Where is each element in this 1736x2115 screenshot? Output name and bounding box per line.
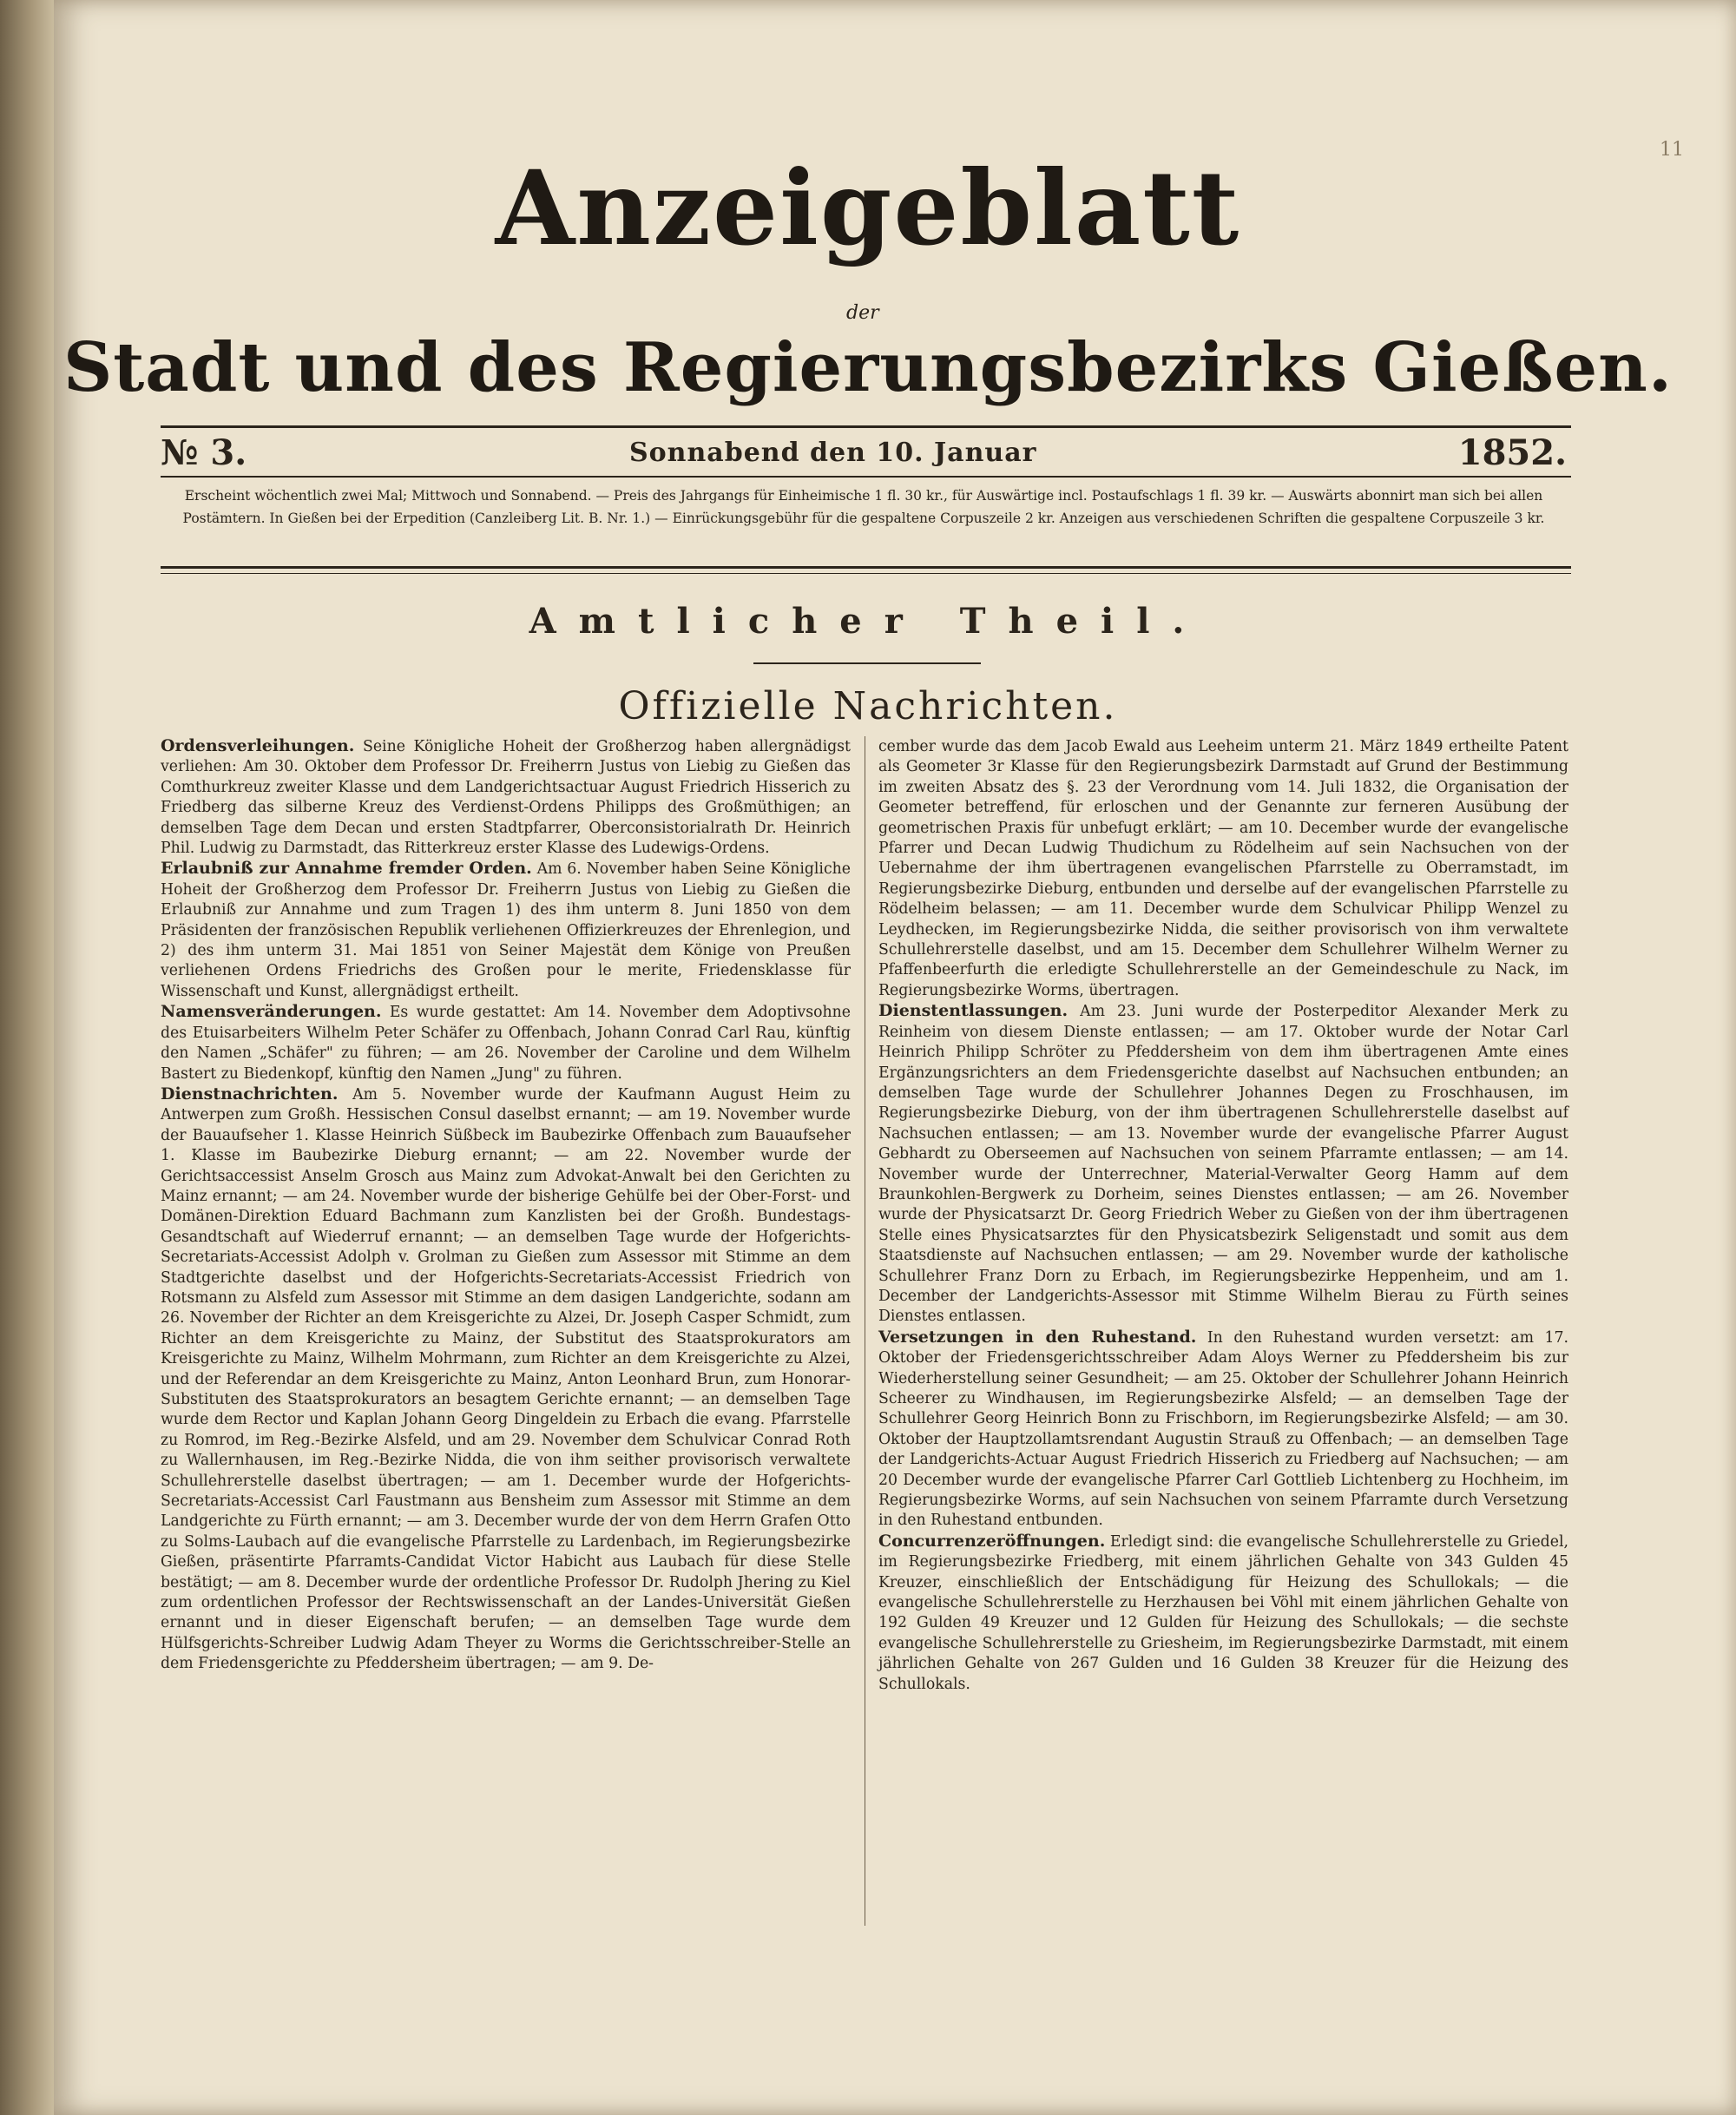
article-heading: Ordensverleihungen.: [161, 736, 355, 755]
article-dismissals: [878, 1001, 1568, 1328]
left-column: [161, 736, 851, 1675]
top-rule: [161, 425, 1571, 428]
article-text: Am 5. November wurde der Kaufmann August Heim zu Antwerpen zum Großh. Hessischen Consul daselbst ernannt; — am 19. November wurde der Bauaufseher 1. Klasse Heinrich Süßbeck im Baubezirke Offenbach zum Bauaufseher 1. Klasse im Baubezirke Dieburg ernannt; — am 22. November wurde der Gerichtsaccessist Anselm Grosch aus Mainz zum Advokat-Anwalt bei den Gerichten zu Mainz ernannt; — am 24. November wurde der bisherige Gehülfe bei der Ober-Forst- und Domänen-Direktion Eduard Bachmann zum Kanzlisten bei der Großh. Bundestags-Gesandtschaft auf Wiederruf ernannt; — an demselben Tage wurde der Hofgerichts-Secretariats-Accessist Adolph v. Grolman zu Gießen zum Assessor mit Stimme an dem Stadtgerichte daselbst und der Hofgerichts-Secretariats-Accessist Friedrich von Rotsmann zu Alsfeld zum Assessor mit Stimme an dem dasigen Landgerichte, sodann am 26. November der Richter an dem Kreisgerichte zu Alzei, Dr. Joseph Casper Schmidt, zum Richter an dem Kreisgerichte zu Mainz, der Substitut des Staatsprokurators am Kreisgerichte zu Mainz, Wilhelm Mohrmann, zum Richter an dem Kreisgerichte zu Alzei, und der Referendar an dem Kreisgerichte zu Mainz, Anton Leonhard Brun, zum Honorar-Substituten des Staatsprokurators an besagtem Gerichte ernannt; — an demselben Tage wurde dem Rector und Kaplan Johann Georg Dingeldein zu Erbach die evang. Pfarrstelle zu Romrod, im Reg.-Bezirke Alsfeld, und am 29. November dem Schulvicar Conrad Roth zu Wallernhausen, im Reg.-Bezirke Nidda, die von ihm seither provisorisch verwaltete Schullehrerstelle daselbst übertragen; — am 1. December wurde der Hofgerichts-Secretariats-Accessist Carl Faustmann aus Bensheim zum Assessor mit Stimme an dem Landgerichte zu Fürth ernannt; — am 3. December wurde der von dem Herrn Grafen Otto zu Solms-Laubach auf die evangelische Pfarrstelle zu Lardenbach, im Regierungsbezirke Gießen, präsentirte Pfarramts-Candidat Victor Habicht aus Laubach für diese Stelle bestätigt; — am 8. December wurde der ordentliche Professor Dr. Rudolph Jhering zu Kiel zum ordentlichen Professor der Rechtswissenschaft an der Landes-Universität Gießen ernannt und in dieser Eigenschaft berufen; — an demselben Tage wurde dem Hülfsgerichts-Schreiber Ludwig Adam Theyer zu Worms die Gerichtsschreiber-Stelle an dem Friedensgerichte zu Pfeddersheim übertragen; — am 9. De-: [161, 1085, 851, 1673]
article-text: Am 23. Juni wurde der Posterpeditor Alexander Merk zu Reinheim von diesem Dienste entlassen; — am 17. Oktober wurde der Notar Carl Heinrich Philipp Schröter zu Pfeddersheim von dem ihm übertragenen Amte eines Ergänzungsrichters an dem Friedensgerichte daselbst auf Nachsuchen entbunden; an demselben Tage wurde der Schullehrer Johannes Degen zu Froschhausen, im Regierungsbezirke Dieburg, von der ihm übertragenen Schullehrerstelle daselbst auf Nachsuchen entlassen; — am 13. November wurde der evangelische Pfarrer August Gebhardt zu Oberseemen auf Nachsuchen von seinem Pfarramte entlassen; — am 14. November wurde der Unterrechner, Material-Verwalter Georg Hamm auf dem Braunkohlen-Bergwerk zu Dorheim, seines Dienstes entlassen; — am 26. November wurde der Physicatsarzt Dr. Georg Friedrich Weber zu Gießen von der ihm übertragenen Stelle eines Physicatsarztes für den Physicatsbezirk Seligenstadt und somit aus dem Staatsdienste auf Nachsuchen entlassen; — am 29. November wurde der katholische Schullehrer Franz Dorn zu Erbach, im Regierungsbezirke Heppenheim, und am 1. December der Landgerichts-Assessor mit Stimme Wilhelm Bierau zu Fürth seines Dienstes entlassen.: [878, 1003, 1568, 1326]
article-text: Erledigt sind: die evangelische Schullehrerstelle zu Griedel, im Regierungsbezirke Friedberg, mit einem jährlichen Gehalte von 343 Gulden 45 Kreuzer, einschließlich der Entschädigung für Heizung des Schullokals; — die evangelische Schullehrerstelle zu Herzhausen bei Vöhl mit einem jährlichen Gehalte von 192 Gulden 49 Kreuzer und 12 Gulden für Heizung des Schullokals; — die sechste evangelische Schullehrerstelle zu Griesheim, im Regierungsbezirke Darmstadt, mit einem jährlichen Gehalte von 267 Gulden und 16 Gulden 38 Kreuzer für die Heizung des Schullokals.: [878, 1532, 1568, 1693]
article-heading: Dienstentlassungen.: [878, 1001, 1069, 1021]
article-retirements: [878, 1328, 1568, 1532]
subscription-notice: Erscheint wöchentlich zwei Mal; Mittwoch und Sonnabend. — Preis des Jahrgangs für Einheimische 1 fl. 30 kr., für Auswärtige incl. Postaufschlags 1 fl. 39 kr. — Auswärts abonnirt man sich bei allen Postämtern. In Gießen bei der Erpedition (Canzleiberg Lit. B. Nr. 1.) — Einrückungsgebühr für die gespaltene Corpuszeile 2 kr. Anzeigen aus verschiedenen Schriften die gespaltene Corpuszeile 3 kr.: [182, 488, 1545, 526]
issue-number: № 3.: [161, 432, 247, 473]
masthead-title: Anzeigeblatt: [495, 148, 1241, 268]
article-service-news: [161, 1084, 851, 1675]
issue-rule: [161, 476, 1571, 478]
article-heading: Concurrenzeröffnungen.: [878, 1531, 1106, 1551]
section-divider: [753, 662, 981, 664]
notice-rule-1: [161, 566, 1571, 569]
section-subtitle: Offizielle Nachrichten.: [618, 684, 1118, 728]
article-continuation: [878, 736, 1568, 1001]
article-heading: Namensveränderungen.: [161, 1002, 382, 1022]
masthead-der: der: [846, 302, 879, 324]
article-permission: [161, 859, 851, 1002]
issue-line: [161, 432, 1567, 476]
article-heading: Erlaubniß zur Annahme fremder Orden.: [161, 859, 532, 879]
section-title: Amtlicher Theil.: [529, 601, 1207, 642]
page-mark: 11: [1660, 139, 1684, 161]
article-text: Es wurde gestattet: Am 14. November dem Adoptivsohne des Etuisarbeiters Wilhelm Peter Schäfer zu Offenbach, Johann Conrad Carl Rau, künftig den Namen „Schäfer" zu führen; — am 26. November der Caroline und dem Wilhelm Bastert zu Biedenkopf, künftig den Namen „Jung" zu führen.: [161, 1004, 851, 1083]
book-spine: [0, 0, 54, 2115]
article-name-changes: [161, 1002, 851, 1084]
article-heading: Dienstnachrichten.: [161, 1084, 339, 1104]
article-orders: [161, 736, 851, 859]
article-text: In den Ruhestand wurden versetzt: am 17. Oktober der Friedensgerichtsschreiber Adam Aloys Werner zu Pfeddersheim bis zur Wiederherstellung seiner Gesundheit; — am 25. Oktober der Schullehrer Johann Heinrich Scheerer zu Windhausen, im Regierungsbezirke Alsfeld; — an demselben Tage der Schullehrer Georg Heinrich Bonn zu Frischborn, im Regierungsbezirke Alsfeld; — am 30. Oktober der Hauptzollamtsrendant Augustin Strauß zu Offenbach; — an demselben Tage der Landgerichts-Actuar August Friedrich Hisserich zu Friedberg auf Nachsuchen; — am 20 December wurde der evangelische Pfarrer Carl Gottlieb Lichtenberg zu Hochheim, im Regierungsbezirke Worms, auf sein Nachsuchen von seinem Pfarramte durch Versetzung in den Ruhestand entbunden.: [878, 1328, 1568, 1530]
notice-rule-2: [161, 573, 1571, 574]
article-text: Seine Königliche Hoheit der Großherzog haben allergnädigst verliehen: Am 30. Oktober dem Professor Dr. Freiherrn Justus von Liebig zu Gießen das Comthurkreuz zweiter Klasse und dem Landgerichtsactuar August Friedrich Hisserich zu Friedberg das silberne Kreuz des Verdienst-Ordens Philipps des Großmüthigen; an demselben Tage dem Decan und ersten Stadtpfarrer, Oberconsistorialrath Dr. Heinrich Phil. Ludwig zu Darmstadt, das Ritterkreuz erster Klasse des Ludewigs-Ordens.: [161, 738, 851, 858]
right-column: [878, 736, 1568, 1695]
issue-year: 1852.: [1457, 432, 1567, 473]
article-text: Am 6. November haben Seine Königliche Hoheit der Großherzog dem Professor Dr. Freiherrn Justus von Liebig zu Gießen die Erlaubniß zur Annahme und zum Tragen 1) des ihm unterm 8. Juni 1850 von dem Präsidenten der französischen Republik verliehenen Offizierkreuzes der Ehrenlegion, und 2) des ihm unterm 31. Mai 1851 von Seiner Majestät dem Könige von Preußen verliehenen Ordens Friedrichs des Großen pour le merite, Friedensklasse für Wissenschaft und Kunst, allergnädigst ertheilt.: [161, 860, 851, 1000]
masthead-subtitle: Stadt und des Regierungsbezirks Gießen.: [62, 328, 1674, 407]
article-heading: Versetzungen in den Ruhestand.: [878, 1327, 1197, 1347]
issue-date: Sonnabend den 10. Januar: [629, 438, 1037, 468]
article-text: cember wurde das dem Jacob Ewald aus Leeheim unterm 21. März 1849 ertheilte Patent als Geometer 3r Klasse für den Regierungsbezirk Darmstadt auf Grund der Bestimmung im zweiten Absatz des §. 23 der Verordnung vom 14. Juli 1832, die Organisation der Geometer betreffend, für erloschen und der Genannte zur ferneren Ausübung der geometrischen Praxis für unbefugt erklärt; — am 10. December wurde der evangelische Pfarrer und Decan Ludwig Thudichum zu Rödelheim auf sein Nachsuchen von der Uebernahme der ihm übertragenen evangelischen Pfarrstelle zu Oberramstadt, im Regierungsbezirke Dieburg, entbunden und derselbe auf der evangelischen Pfarrstelle zu Rödelheim belassen; — am 11. December wurde dem Schulvicar Philipp Wenzel zu Leydhecken, im Regierungsbezirke Nidda, die seither provisorisch von ihm verwaltete Schullehrerstelle daselbst, und am 15. December dem Schullehrer Wilhelm Werner zu Pfaffenbeerfurth die erledigte Schullehrerstelle an der Gemeindeschule zu Nack, im Regierungsbezirke Worms, übertragen.: [878, 738, 1568, 999]
article-vacancies: [878, 1532, 1568, 1695]
